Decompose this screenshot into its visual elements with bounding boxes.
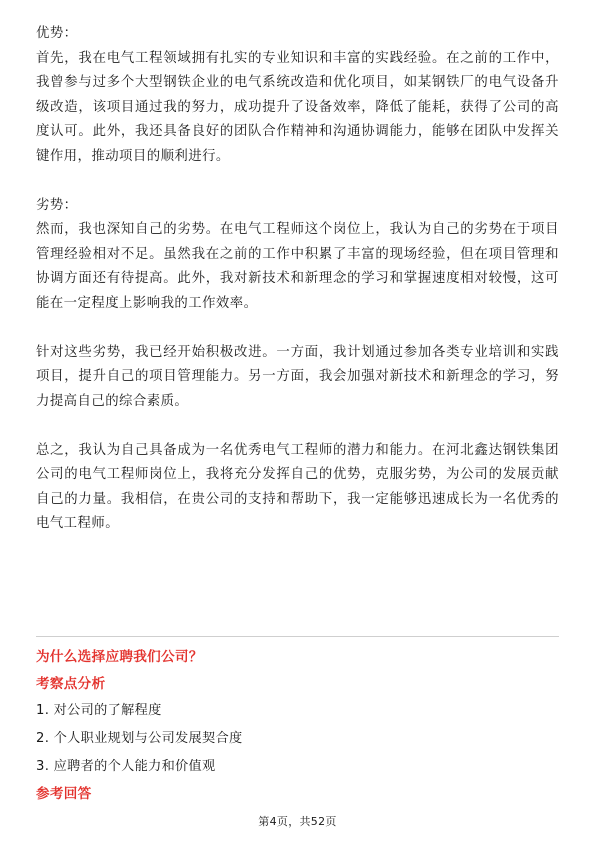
- strengths-paragraph: 首先，我在电气工程领域拥有扎实的专业知识和丰富的实践经验。在之前的工作中，我曾参与过多个大型钢铁企业的电气系统改造和优化项目，如某钢铁厂的电气设备升级改造，该项目通过我的努力，成功提升了设备效率，降低了能耗，获得了公司的高度认可。此外，我还具备良好的团队合作精神和沟通协调能力，能够在团队中发挥关键作用，推动项目的顺利进行。: [36, 50, 559, 164]
- paragraph-gap: [36, 169, 559, 194]
- page-number: 第4页，共52页: [258, 815, 337, 828]
- paragraph-gap: [36, 414, 559, 439]
- question-title: 为什么选择应聘我们公司？: [36, 649, 203, 665]
- analysis-heading: 考察点分析: [36, 676, 106, 692]
- answer-heading: 参考回答: [36, 786, 92, 802]
- question-section: [36, 646, 559, 805]
- weaknesses-paragraph: 然而，我也深知自己的劣势。在电气工程师这个岗位上，我认为自己的劣势在于项目管理经验相对不足。虽然我在之前的工作中积累了丰富的现场经验，但在项目管理和协调方面还有待提高。此外，我对新技术和新理念的学习和掌握速度相对较慢，这可能在一定程度上影响我的工作效率。: [36, 222, 559, 311]
- paragraph-gap: [36, 316, 559, 341]
- improvement-paragraph: 针对这些劣势，我已经开始积极改进。一方面，我计划通过参加各类专业培训和实践项目，提升自己的项目管理能力。另一方面，我会加强对新技术和新理念的学习，努力提高自己的综合素质。: [36, 344, 559, 409]
- analysis-point: 3. 应聘者的个人能力和价值观: [36, 759, 216, 774]
- strengths-label: 优势：: [36, 26, 78, 41]
- analysis-point: 2. 个人职业规划与公司发展契合度: [36, 731, 243, 746]
- section-divider: [36, 636, 559, 637]
- answer-body: [36, 22, 559, 537]
- conclusion-paragraph: 总之，我认为自己具备成为一名优秀电气工程师的潜力和能力。在河北鑫达钢铁集团公司的电气工程师岗位上，我将充分发挥自己的优势，克服劣势，为公司的发展贡献自己的力量。我相信，在贵公司的支持和帮助下，我一定能够迅速成长为一名优秀的电气工程师。: [36, 442, 559, 531]
- analysis-point: 1. 对公司的了解程度: [36, 703, 162, 718]
- weaknesses-label: 劣势：: [36, 197, 78, 213]
